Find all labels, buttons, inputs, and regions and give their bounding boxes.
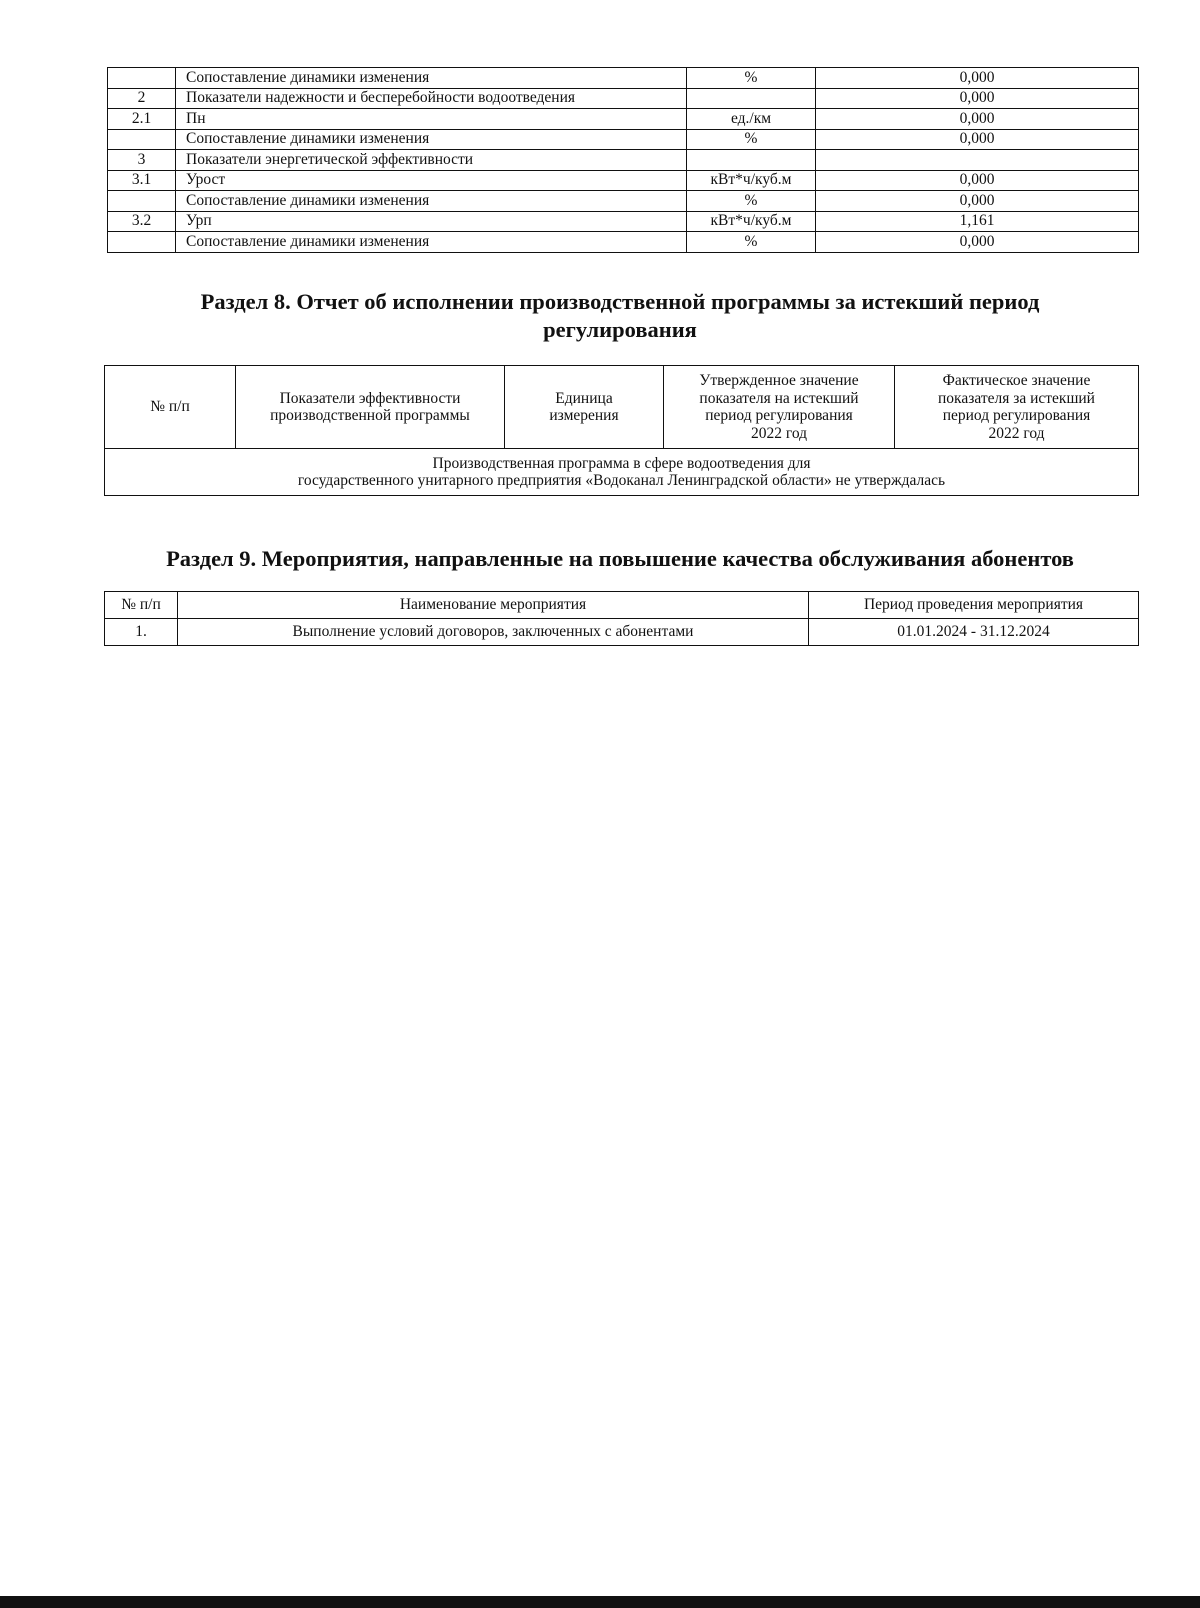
row-num: 1. bbox=[105, 619, 178, 646]
col-header-period: Период проведения мероприятия bbox=[809, 592, 1139, 619]
section9-table bbox=[104, 591, 1139, 646]
section9-header-row bbox=[105, 592, 1139, 619]
col-header-num: № п/п bbox=[105, 366, 236, 449]
col-header-actual: Фактическое значение показателя за истекший период регулирования 2022 год bbox=[895, 366, 1139, 449]
row-value: 1,161 bbox=[816, 211, 1139, 232]
section9-title: Раздел 9. Мероприятия, направленные на повышение качества обслуживания абонентов bbox=[166, 546, 1074, 571]
row-num: 3.1 bbox=[108, 170, 176, 191]
row-name: Урост bbox=[176, 170, 687, 191]
col-header-unit: Единица измерения bbox=[505, 366, 664, 449]
row-value: 0,000 bbox=[816, 88, 1139, 109]
section8-title-line1: Раздел 8. Отчет об исполнении производственной программы за истекший период bbox=[200, 289, 1040, 314]
table-row bbox=[108, 68, 1139, 89]
row-unit: % bbox=[687, 232, 816, 253]
row-name: Показатели надежности и бесперебойности водоотведения bbox=[176, 88, 687, 109]
row-unit: ед./км bbox=[687, 109, 816, 130]
row-unit: % bbox=[687, 191, 816, 212]
table-row bbox=[108, 129, 1139, 150]
indicators-table-body bbox=[108, 68, 1139, 253]
row-name: Сопоставление динамики изменения bbox=[176, 129, 687, 150]
row-name: Сопоставление динамики изменения bbox=[176, 68, 687, 89]
indicators-table bbox=[107, 67, 1139, 253]
row-name: Показатели энергетической эффективности bbox=[176, 150, 687, 171]
table-row bbox=[108, 109, 1139, 130]
table-row bbox=[108, 170, 1139, 191]
section8-note-row bbox=[105, 449, 1139, 496]
table-row bbox=[108, 150, 1139, 171]
row-unit bbox=[687, 88, 816, 109]
row-unit: кВт*ч/куб.м bbox=[687, 211, 816, 232]
row-unit bbox=[687, 150, 816, 171]
table-row bbox=[108, 88, 1139, 109]
row-num bbox=[108, 68, 176, 89]
row-period: 01.01.2024 - 31.12.2024 bbox=[809, 619, 1139, 646]
table-row bbox=[108, 232, 1139, 253]
section8-note: Производственная программа в сфере водоотведения для государственного унитарного предприятия «Водоканал Ленинградской области» не утверждалась bbox=[105, 449, 1139, 496]
row-value: 0,000 bbox=[816, 129, 1139, 150]
col-header-num: № п/п bbox=[105, 592, 178, 619]
row-name: Выполнение условий договоров, заключенных с абонентами bbox=[178, 619, 809, 646]
col-header-approved: Утвержденное значение показателя на истекший период регулирования 2022 год bbox=[664, 366, 895, 449]
row-num: 3.2 bbox=[108, 211, 176, 232]
section8-header-row bbox=[105, 366, 1139, 449]
row-name: Урп bbox=[176, 211, 687, 232]
table-row bbox=[105, 619, 1139, 646]
row-name: Пн bbox=[176, 109, 687, 130]
row-value: 0,000 bbox=[816, 191, 1139, 212]
row-value bbox=[816, 150, 1139, 171]
row-num: 2 bbox=[108, 88, 176, 109]
section8-table bbox=[104, 365, 1139, 496]
table-row bbox=[108, 191, 1139, 212]
section8-title-line2: регулирования bbox=[543, 317, 697, 342]
section8-title bbox=[60, 288, 1180, 344]
row-value: 0,000 bbox=[816, 170, 1139, 191]
row-num: 3 bbox=[108, 150, 176, 171]
row-num bbox=[108, 129, 176, 150]
row-name: Сопоставление динамики изменения bbox=[176, 232, 687, 253]
row-num bbox=[108, 232, 176, 253]
row-unit: кВт*ч/куб.м bbox=[687, 170, 816, 191]
row-unit: % bbox=[687, 68, 816, 89]
col-header-name: Наименование мероприятия bbox=[178, 592, 809, 619]
row-value: 0,000 bbox=[816, 109, 1139, 130]
row-num bbox=[108, 191, 176, 212]
row-name: Сопоставление динамики изменения bbox=[176, 191, 687, 212]
scan-edge-bar bbox=[0, 1596, 1200, 1608]
table-row bbox=[108, 211, 1139, 232]
row-unit: % bbox=[687, 129, 816, 150]
col-header-indicators: Показатели эффективности производственной программы bbox=[236, 366, 505, 449]
row-value: 0,000 bbox=[816, 68, 1139, 89]
row-value: 0,000 bbox=[816, 232, 1139, 253]
row-num: 2.1 bbox=[108, 109, 176, 130]
